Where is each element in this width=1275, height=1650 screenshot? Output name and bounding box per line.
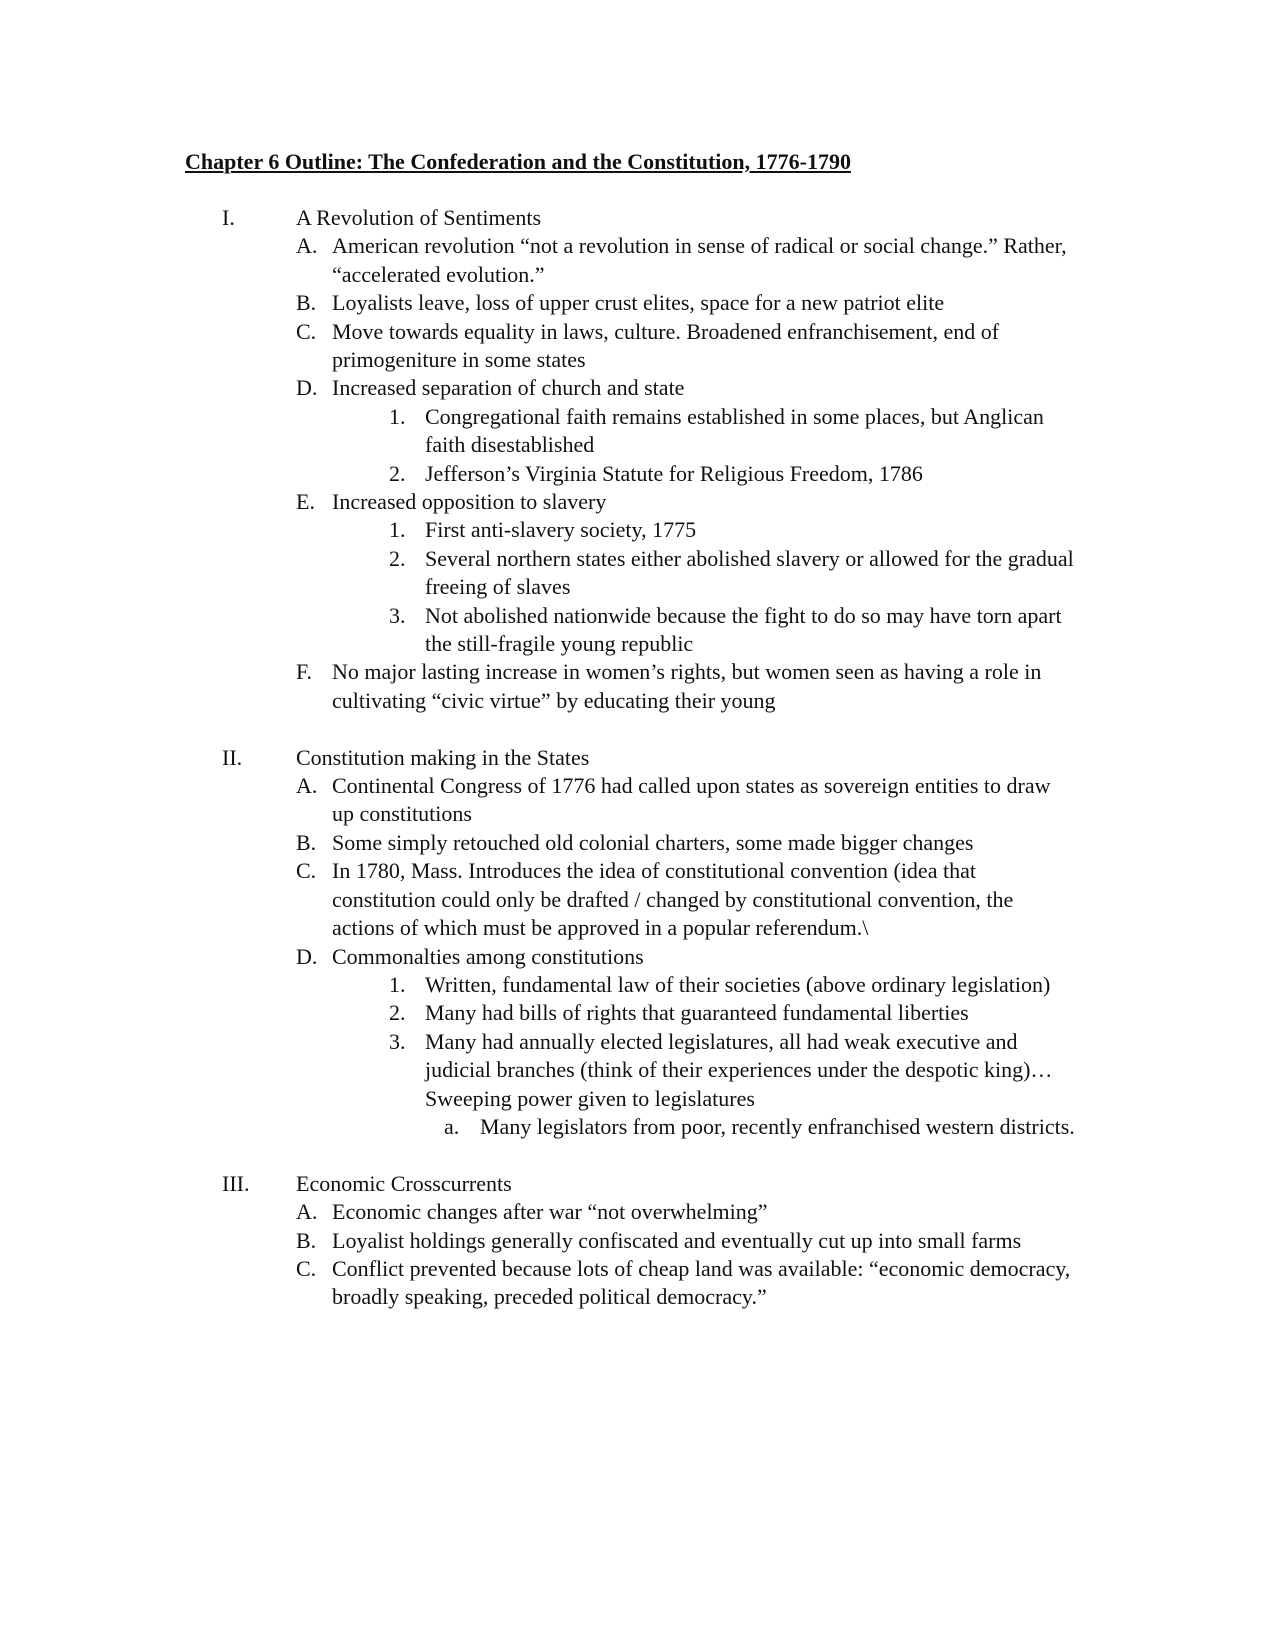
item-text: First anti-slavery society, 1775 bbox=[425, 517, 697, 543]
item-marker: B. bbox=[296, 1227, 317, 1253]
item-text: Move towards equality in laws, culture. Broadened enfranchisement, end of primogeniture in some states bbox=[332, 318, 1000, 373]
section-heading bbox=[0, 204, 1275, 232]
item-text: Many legislators from poor, recently enfranchised western districts. bbox=[480, 1113, 1075, 1139]
outline-item-level-1 bbox=[0, 943, 1275, 971]
outline-item-level-2 bbox=[0, 1028, 1275, 1113]
outline-item-level-3 bbox=[0, 1113, 1275, 1141]
item-marker: 2. bbox=[389, 545, 406, 571]
item-text: American revolution “not a revolution in sense of radical or social change.” Rather, “accelerated evolution.” bbox=[332, 233, 1067, 287]
outline-section bbox=[0, 744, 1275, 1142]
item-text: Commonalties among constitutions bbox=[332, 943, 644, 969]
outline-item-level-2 bbox=[0, 971, 1275, 999]
item-text: Conflict prevented because lots of cheap land was available: “economic democracy, broadly speaking, preceded political democracy.” bbox=[332, 1255, 1071, 1310]
outline-item-level-1 bbox=[0, 1255, 1275, 1312]
section-heading bbox=[0, 744, 1275, 772]
item-text: Increased separation of church and state bbox=[332, 375, 685, 401]
outline bbox=[0, 204, 1275, 1340]
item-marker: D. bbox=[296, 943, 318, 969]
outline-item-level-1 bbox=[0, 1227, 1275, 1255]
section-numeral: III. bbox=[222, 1170, 250, 1196]
item-marker: E. bbox=[296, 489, 315, 515]
outline-item-level-1 bbox=[0, 232, 1275, 289]
item-text: Jefferson’s Virginia Statute for Religious Freedom, 1786 bbox=[425, 460, 923, 486]
item-text: Economic changes after war “not overwhelming” bbox=[332, 1199, 768, 1225]
outline-item-level-1 bbox=[0, 857, 1275, 942]
item-marker: F. bbox=[296, 659, 312, 685]
item-text: Written, fundamental law of their societies (above ordinary legislation) bbox=[425, 971, 1051, 997]
item-text: Continental Congress of 1776 had called upon states as sovereign entities to draw up constitutions bbox=[332, 773, 1051, 827]
outline-item-level-1 bbox=[0, 772, 1275, 829]
item-marker: 3. bbox=[389, 602, 406, 628]
item-text: Congregational faith remains established in some places, but Anglican faith disestablished bbox=[425, 403, 1044, 458]
outline-item-level-1 bbox=[0, 658, 1275, 715]
item-marker: 3. bbox=[389, 1028, 406, 1054]
page-title: Chapter 6 Outline: The Confederation and the Constitution, 1776-1790 bbox=[185, 149, 851, 174]
outline-item-level-2 bbox=[0, 403, 1275, 460]
item-text: Not abolished nationwide because the fight to do so may have torn apart the still-fragile young republic bbox=[425, 602, 1062, 657]
item-marker: A. bbox=[296, 773, 318, 799]
item-marker: B. bbox=[296, 829, 317, 855]
item-marker: B. bbox=[296, 290, 317, 316]
item-marker: 2. bbox=[389, 1000, 406, 1026]
item-marker: C. bbox=[296, 858, 317, 884]
item-marker: 1. bbox=[389, 517, 406, 543]
outline-item-level-2 bbox=[0, 999, 1275, 1027]
item-text: In 1780, Mass. Introduces the idea of constitutional convention (idea that constitution could only be drafted / changed by constitutional convention, the actions of which must be approved in a popular referendum.\ bbox=[332, 858, 1014, 941]
item-marker: 2. bbox=[389, 460, 406, 486]
section-title: Constitution making in the States bbox=[296, 744, 590, 770]
outline-item-level-1 bbox=[0, 488, 1275, 516]
item-text: Loyalist holdings generally confiscated and eventually cut up into small farms bbox=[332, 1227, 1022, 1253]
outline-item-level-2 bbox=[0, 545, 1275, 602]
item-marker: A. bbox=[296, 233, 318, 259]
outline-item-level-1 bbox=[0, 829, 1275, 857]
item-marker: D. bbox=[296, 375, 318, 401]
outline-item-level-1 bbox=[0, 289, 1275, 317]
item-text: Many had annually elected legislatures, all had weak executive and judicial branches (think of their experiences under the despotic king)…Sweeping power given to legislatures bbox=[425, 1028, 1053, 1111]
item-text: Many had bills of rights that guaranteed fundamental liberties bbox=[425, 1000, 969, 1026]
outline-section bbox=[0, 204, 1275, 715]
item-marker: a. bbox=[444, 1113, 460, 1139]
section-numeral: II. bbox=[222, 744, 243, 770]
item-marker: A. bbox=[296, 1199, 318, 1225]
item-marker: C. bbox=[296, 318, 317, 344]
section-numeral: I. bbox=[222, 205, 235, 230]
outline-item-level-1 bbox=[0, 318, 1275, 375]
outline-item-level-2 bbox=[0, 516, 1275, 544]
item-text: Some simply retouched old colonial charters, some made bigger changes bbox=[332, 829, 974, 855]
outline-item-level-2 bbox=[0, 460, 1275, 488]
section-title: A Revolution of Sentiments bbox=[296, 205, 542, 230]
section-title: Economic Crosscurrents bbox=[296, 1170, 512, 1196]
section-heading bbox=[0, 1170, 1275, 1198]
outline-section bbox=[0, 1170, 1275, 1312]
outline-item-level-2 bbox=[0, 602, 1275, 659]
item-marker: 1. bbox=[389, 403, 406, 429]
item-text: Increased opposition to slavery bbox=[332, 489, 607, 515]
item-text: Several northern states either abolished slavery or allowed for the gradual freeing of slaves bbox=[425, 545, 1074, 600]
item-marker: 1. bbox=[389, 971, 406, 997]
item-text: No major lasting increase in women’s rights, but women seen as having a role in cultivating “civic virtue” by educating their young bbox=[332, 659, 1042, 713]
item-marker: C. bbox=[296, 1255, 317, 1281]
outline-item-level-1 bbox=[0, 374, 1275, 402]
outline-item-level-1 bbox=[0, 1198, 1275, 1226]
item-text: Loyalists leave, loss of upper crust elites, space for a new patriot elite bbox=[332, 290, 945, 316]
